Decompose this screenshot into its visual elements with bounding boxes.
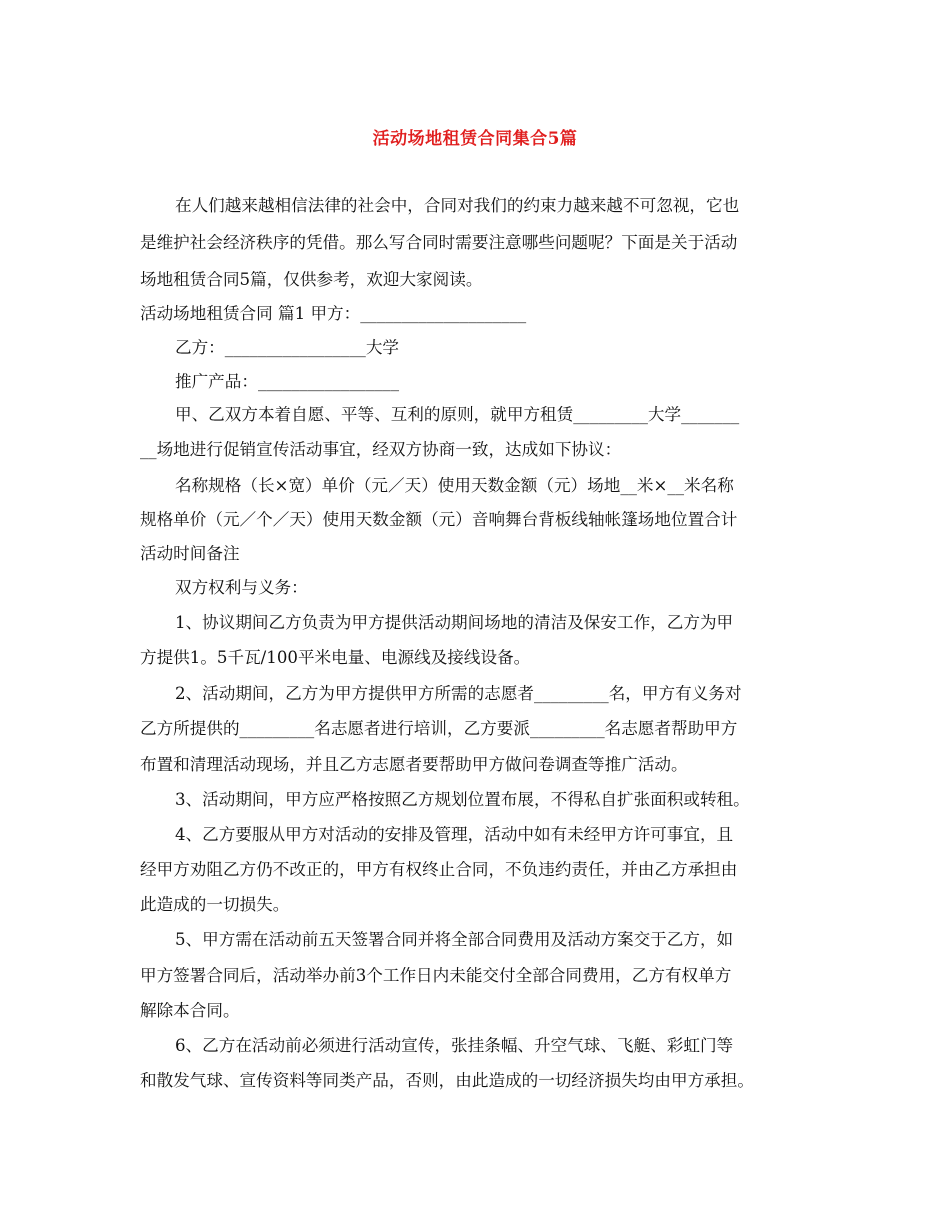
clause-5-line-1: 5、甲方需在活动前五天签署合同并将全部合同费用及活动方案交于乙方，如 xyxy=(175,930,734,949)
table-text-line-3: 活动时间备注 xyxy=(140,544,240,563)
clause-6-line-1: 6、乙方在活动前必须进行活动宣传，张挂条幅、升空气球、飞艇、彩虹门等 xyxy=(175,1036,734,1055)
table-text-line-2: 规格单价（元／个／天）使用天数金额（元）音响舞台背板线轴帐篷场地位置合计 xyxy=(140,510,738,529)
product-line: 推广产品：_________________ xyxy=(175,372,400,391)
clause-1-line-2: 方提供1。5千瓦/100平米电量、电源线及接线设备。 xyxy=(140,648,531,667)
clause-5-line-3: 解除本合同。 xyxy=(140,1001,240,1020)
table-text-line-1: 名称规格（长×宽）单价（元／天）使用天数金额（元）场地__米×__米名称 xyxy=(175,476,734,495)
contract-heading-line: 活动场地租赁合同 篇1 甲方：____________________ xyxy=(140,304,527,323)
agreement-line-2: __场地进行促销宣传活动事宜，经双方协商一致，达成如下协议： xyxy=(140,440,622,459)
intro-line-1: 在人们越来越相信法律的社会中，合同对我们的约束力越来越不可忽视，它也 xyxy=(175,196,740,215)
party-b-line: 乙方：_________________大学 xyxy=(175,338,400,357)
intro-line-2: 是维护社会经济秩序的凭借。那么写合同时需要注意哪些问题呢？下面是关于活动 xyxy=(140,233,738,252)
clause-5-line-2: 甲方签署合同后，活动举办前3个工作日内未能交付全部合同费用，乙方有权单方 xyxy=(140,966,732,985)
clause-1-line-1: 1、协议期间乙方负责为甲方提供活动期间场地的清洁及保安工作，乙方为甲 xyxy=(175,613,734,632)
clause-6-line-2: 和散发气球、宣传资料等同类产品，否则，由此造成的一切经济损失均由甲方承担。 xyxy=(140,1071,754,1090)
clause-3-line-1: 3、活动期间，甲方应严格按照乙方规划位置布展，不得私自扩张面积或转租。 xyxy=(175,790,750,809)
clause-4-line-3: 此造成的一切损失。 xyxy=(140,895,290,914)
clause-2-line-2: 乙方所提供的_________名志愿者进行培训，乙方要派_________名志愿者帮助甲方 xyxy=(140,719,738,738)
clause-4-line-2: 经甲方劝阻乙方仍不改正的，甲方有权终止合同，不负违约责任，并由乙方承担由 xyxy=(140,860,738,879)
clause-2-line-1: 2、活动期间，乙方为甲方提供甲方所需的志愿者_________名，甲方有义务对 xyxy=(175,684,742,703)
rights-heading: 双方权利与义务： xyxy=(175,578,308,597)
clause-2-line-3: 布置和清理活动现场，并且乙方志愿者要帮助甲方做问卷调查等推广活动。 xyxy=(140,755,688,774)
document-title: 活动场地租赁合同集合5篇 xyxy=(372,129,578,149)
agreement-line-1: 甲、乙双方本着自愿、平等、互利的原则，就甲方租赁_________大学_______ xyxy=(175,405,740,424)
intro-line-3: 场地租赁合同5篇，仅供参考，欢迎大家阅读。 xyxy=(140,270,483,289)
clause-4-line-1: 4、乙方要服从甲方对活动的安排及管理，活动中如有未经甲方许可事宜，且 xyxy=(175,825,734,844)
